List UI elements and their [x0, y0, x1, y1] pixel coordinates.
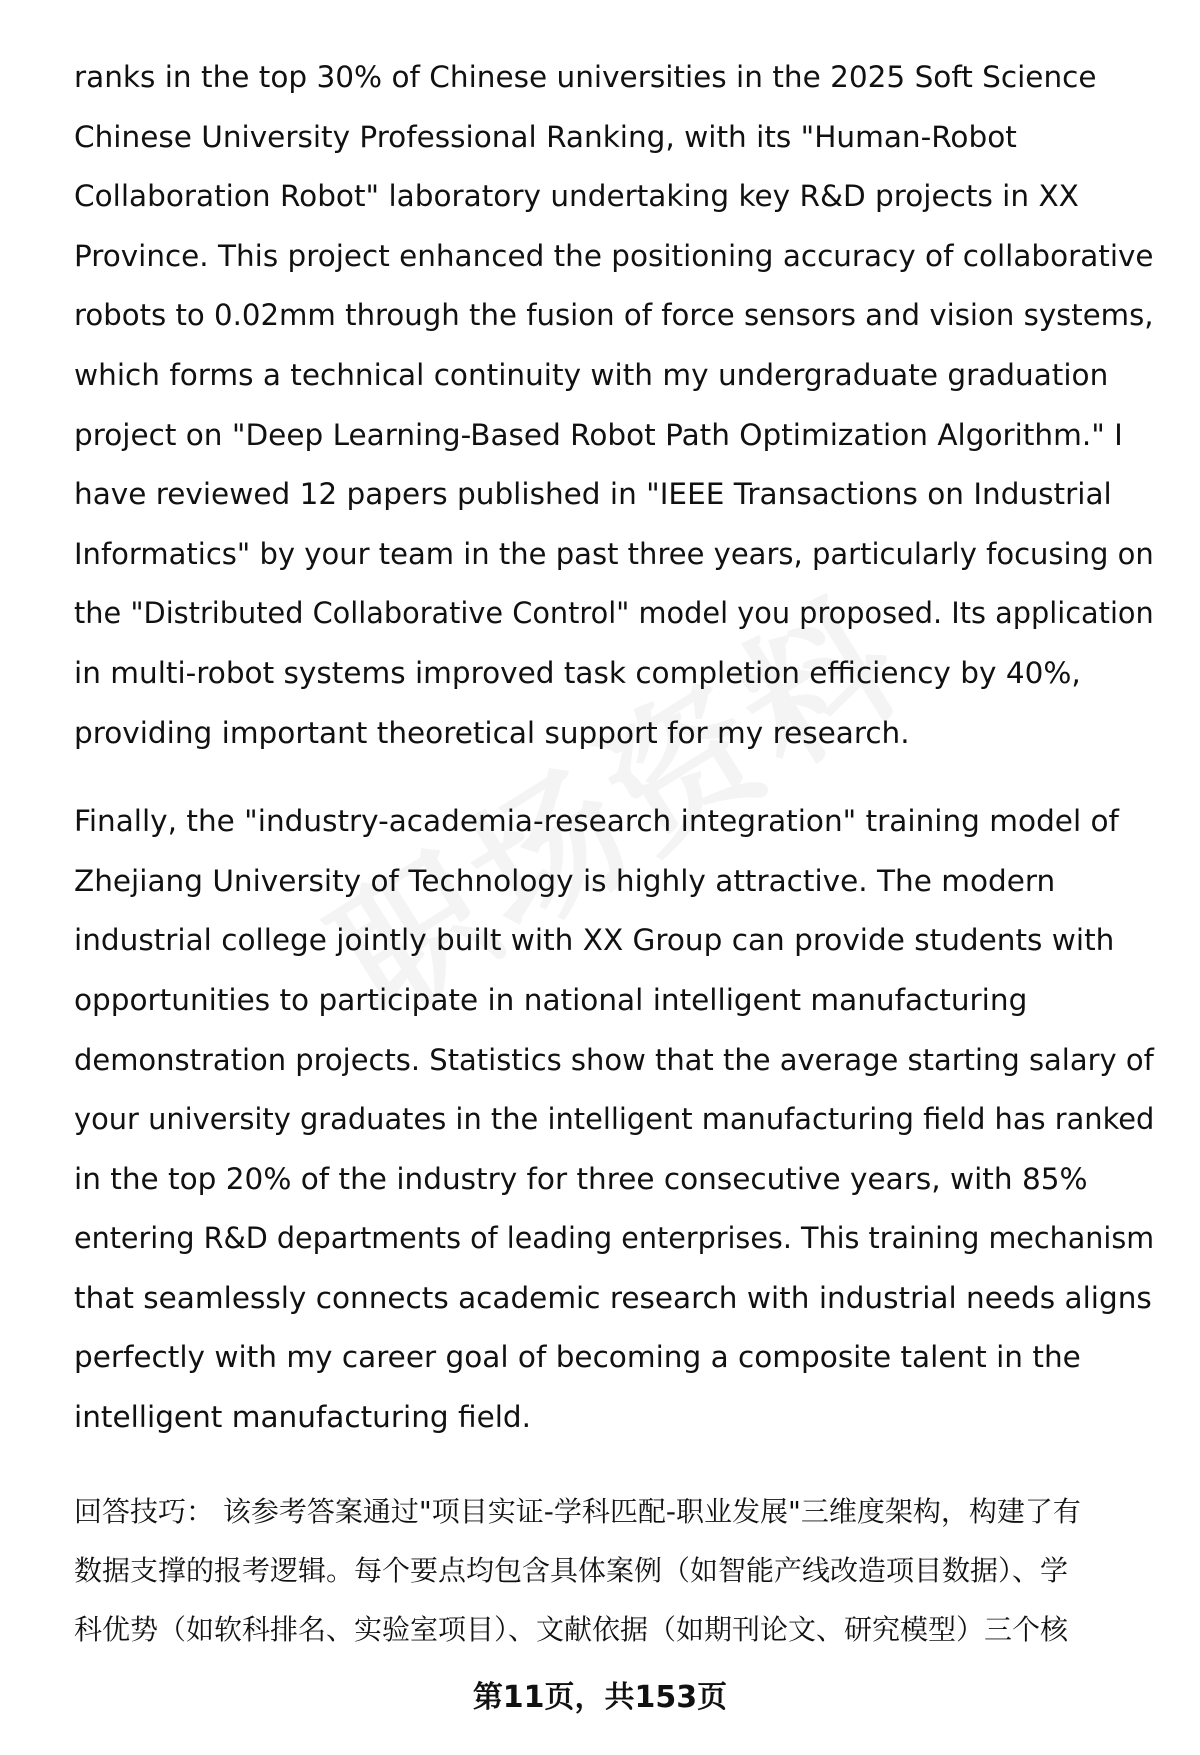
text-line: Zhejiang University of Technology is highly attractive. The modern — [74, 863, 1056, 898]
text-line: project on "Deep Learning-Based Robot Path Optimization Algorithm." I — [74, 417, 1123, 452]
text-line: in the top 20% of the industry for three consecutive years, with 85% — [74, 1161, 1088, 1196]
text-line: Chinese University Professional Ranking, with its "Human-Robot — [74, 119, 1017, 154]
text-line: Finally, the "industry-academia-research integration" training model of — [74, 804, 1119, 839]
text-line: ranks in the top 30% of Chinese universities in the 2025 Soft Science — [74, 60, 1097, 94]
text-line: the "Distributed Collaborative Control" model you proposed. Its application — [74, 596, 1154, 631]
text-line: opportunities to participate in national intelligent manufacturing — [74, 982, 1028, 1017]
text-line: Informatics" by your team in the past three years, particularly focusing on — [74, 536, 1154, 571]
tip-line: 科优势（如软科排名、实验室项目）、文献依据（如期刊论文、研究模型）三个核 — [74, 1613, 1069, 1646]
text-line: which forms a technical continuity with my undergraduate graduation — [74, 357, 1109, 392]
paragraph-1 — [74, 48, 1154, 763]
page-number: 第11页，共153页 — [472, 1680, 728, 1715]
text-line: have reviewed 12 papers published in "IEEE Transactions on Industrial — [74, 477, 1112, 512]
text-line: Province. This project enhanced the positioning accuracy of collaborative — [74, 238, 1154, 273]
paragraph-2 — [74, 792, 1154, 1448]
text-line: your university graduates in the intelligent manufacturing field has ranked — [74, 1102, 1155, 1137]
text-line: entering R&D departments of leading enterprises. This training mechanism — [74, 1221, 1155, 1256]
body-content — [74, 48, 1154, 1448]
tip-line: 数据支撑的报考逻辑。每个要点均包含具体案例（如智能产线改造项目数据）、学 — [74, 1554, 1069, 1587]
text-line: providing important theoretical support for my research. — [74, 715, 910, 750]
text-line: intelligent manufacturing field. — [74, 1400, 532, 1435]
text-line: Collaboration Robot" laboratory undertaking key R&D projects in XX — [74, 179, 1079, 214]
text-line: robots to 0.02mm through the fusion of force sensors and vision systems, — [74, 298, 1154, 333]
tip-line: 回答技巧： 该参考答案通过"项目实证-学科匹配-职业发展"三维度架构，构建了有 — [74, 1495, 1081, 1528]
text-line: perfectly with my career goal of becoming a composite talent in the — [74, 1340, 1081, 1375]
text-line: demonstration projects. Statistics show that the average starting salary of — [74, 1042, 1154, 1077]
text-line: industrial college jointly built with XX Group can provide students with — [74, 923, 1115, 958]
text-line: in multi-robot systems improved task completion efficiency by 40%, — [74, 655, 1081, 690]
answer-tip — [74, 1482, 1154, 1659]
text-line: that seamlessly connects academic research with industrial needs aligns — [74, 1280, 1152, 1315]
